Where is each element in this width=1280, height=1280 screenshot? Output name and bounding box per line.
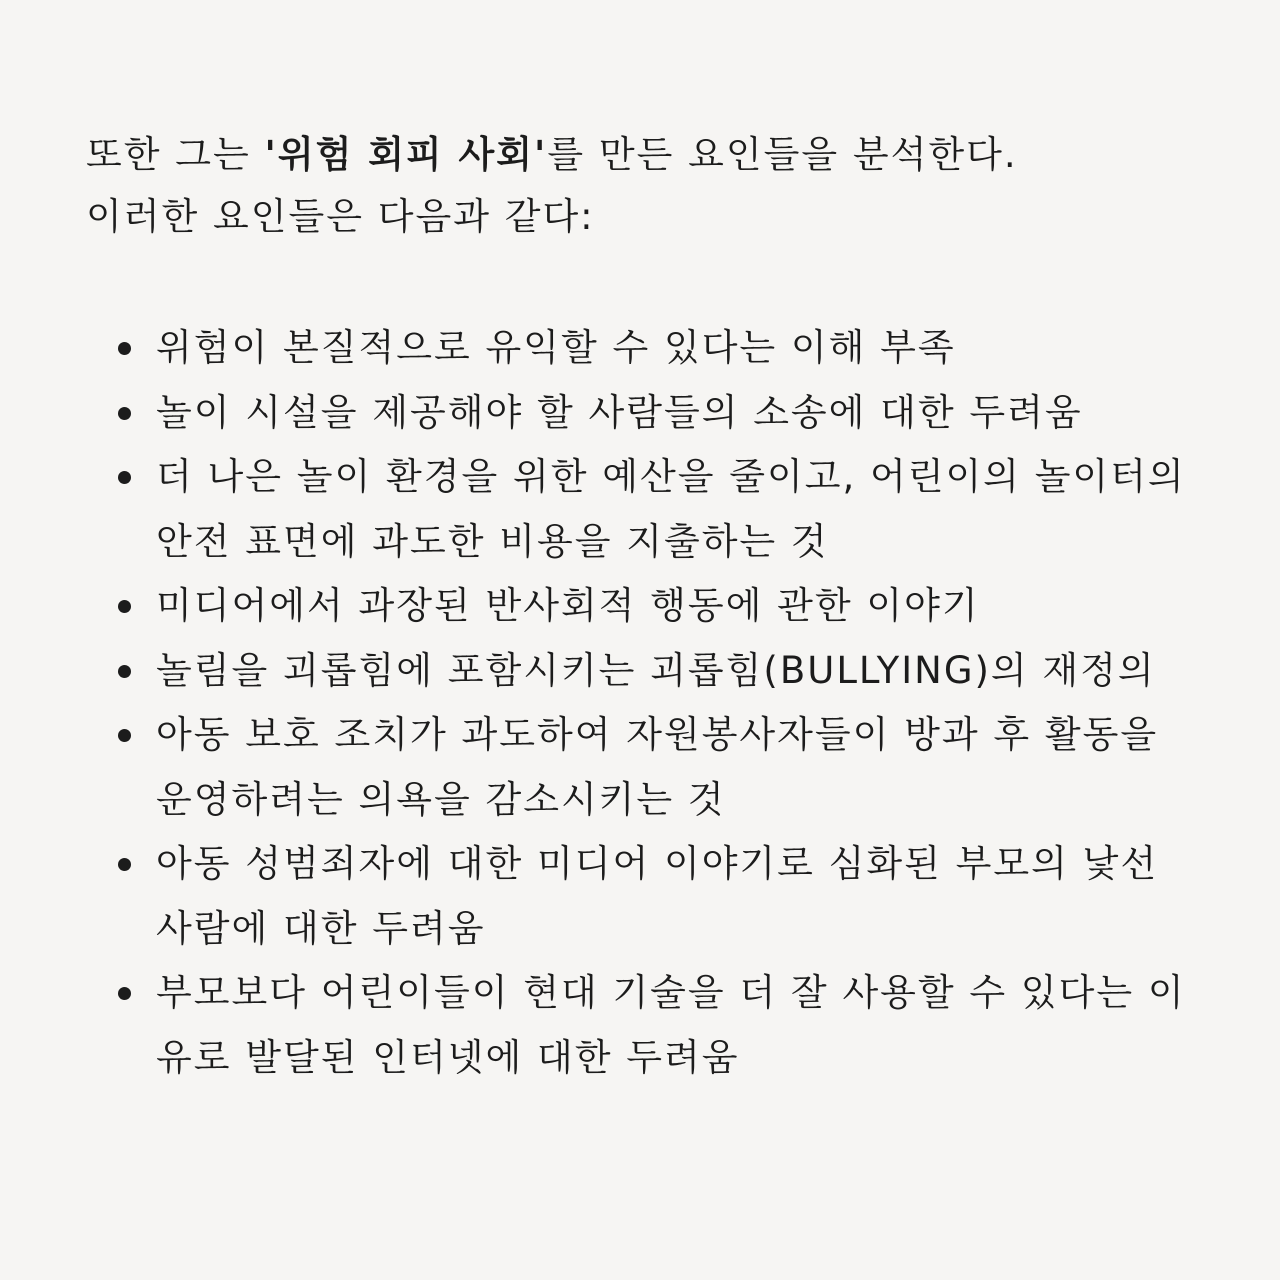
list-item-text: 더 나은 놀이 환경을 위한 예산을 줄이고, 어린이의 놀이터의 안전 표면에 과도한 비용을 지출하는 것 [156, 455, 1186, 563]
factor-list [118, 316, 1198, 1090]
list-item [118, 381, 1198, 446]
list-item [118, 832, 1198, 961]
list-item [118, 316, 1198, 381]
list-item-text: 위험이 본질적으로 유익할 수 있다는 이해 부족 [156, 326, 956, 369]
list-item-text: 미디어에서 과장된 반사회적 행동에 관한 이야기 [156, 584, 980, 627]
list-item-text: 부모보다 어린이들이 현대 기술을 더 잘 사용할 수 있다는 이유로 발달된 인터넷에 대한 두려움 [156, 971, 1186, 1079]
bullet-icon [118, 600, 131, 613]
list-item-text: 아동 성범죄자에 대한 미디어 이야기로 심화된 부모의 낯선 사람에 대한 두려움 [156, 842, 1159, 950]
list-item [118, 639, 1198, 704]
bullet-icon [118, 471, 131, 484]
list-item-text: 놀림을 괴롭힘에 포함시키는 괴롭힘(BULLYING)의 재정의 [156, 648, 1156, 692]
list-item-text: 아동 보호 조치가 과도하여 자원봉사자들이 방과 후 활동을 운영하려는 의욕을 감소시키는 것 [156, 713, 1159, 821]
bullet-icon [118, 729, 131, 742]
bullet-icon [118, 987, 131, 1000]
intro-line2: 이러한 요인들은 다음과 같다: [86, 195, 595, 238]
intro-emphasis: '위험 회피 사회' [264, 133, 548, 176]
bullet-icon [118, 665, 131, 678]
intro-line1-prefix: 또한 그는 [86, 133, 265, 176]
list-item [118, 703, 1198, 832]
intro-line1-suffix: 를 만든 요인들을 분석한다. [547, 133, 1018, 176]
bullet-icon [118, 407, 131, 420]
list-item [118, 574, 1198, 639]
list-item [118, 445, 1198, 574]
list-item [118, 961, 1198, 1090]
list-item-text: 놀이 시설을 제공해야 할 사람들의 소송에 대한 두려움 [156, 390, 1083, 434]
bullet-icon [118, 858, 131, 871]
bullet-icon [118, 342, 131, 355]
intro-paragraph [86, 124, 1196, 248]
